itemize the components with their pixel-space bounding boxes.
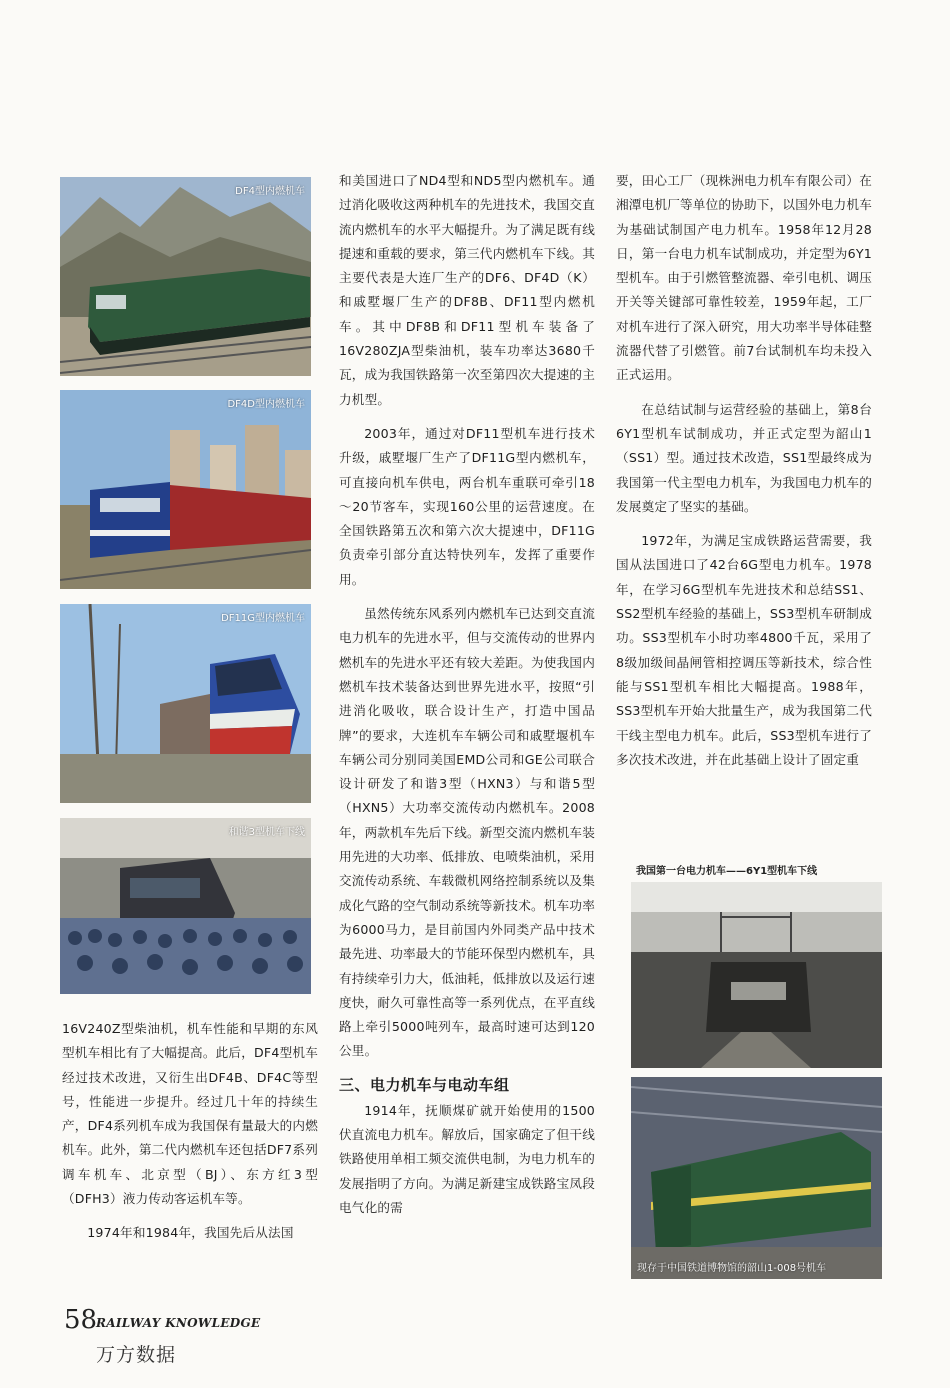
photo-df4-locomotive — [60, 177, 311, 376]
paragraph: 16V240Z型柴油机，机车性能和早期的东风型机车相比有了大幅提高。此后，DF4型机车经过技术改进，又衍生出DF4B、DF4C等型号，性能进一步提升。经过几十年的持续生产，DF4系列机车成为我国保有量最大的内燃机车。此外，第二代内燃机车还包括DF7系列调车机车、北京型（BJ）、东方红3型（DFH3）液力传动客运机车等。 — [62, 1021, 318, 1207]
6y1-rollout-scene — [631, 882, 882, 1068]
paragraph: 和美国进口了ND4型和ND5型内燃机车。通过消化吸收这两种机车的先进技术，我国交直流内燃机车的水平大幅提升。为了满足既有线提速和重载的要求，第三代内燃机车下线。其主要代表是大连厂生产的DF6、DF4D（K）和戚墅堰厂生产的DF8B、DF11型内燃机车。其中DF8B和DF11型机车装备了16V280ZJA型柴油机，装车功率达3680千瓦，成为我国铁路第一次至第四次大提速的主力机型。 — [339, 173, 595, 407]
photo-caption: DF11G型内燃机车 — [221, 613, 305, 624]
paragraph: 1974年和1984年，我国先后从法国 — [87, 1225, 294, 1241]
photo-df11g-locomotive — [60, 604, 311, 803]
photo-caption-6y1: 我国第一台电力机车——6Y1型机车下线 — [636, 866, 818, 877]
page-number: 58 — [64, 1305, 98, 1335]
df11g-scene — [60, 604, 311, 803]
photo-caption: DF4D型内燃机车 — [227, 399, 305, 410]
paragraph: 虽然传统东风系列内燃机车已达到交直流电力机车的先进水平，但与交流传动的世界内燃机车的先进水平还有较大差距。为使我国内燃机车技术装备达到世界先进水平，按照“引进消化吸收，联合设计生产，打造中国品牌”的要求，大连机车车辆公司和戚墅堰机车车辆公司分别同美国EMD公司和GE公司联合设计研发了和谐3型（HXN3）与和谐5型（HXN5）大功率交流传动内燃机车。2008年，两款机车先后下线。新型交流内燃机车装用先进的大功率、低排放、电喷柴油机，采用交流传动系统、车载微机网络控制系统以及集成化气路的空气制动系统等新技术。机车功率为6000马力，是目前国内外同类产品中技术最先进、功率最大的节能环保型内燃机车，具有持续牵引力大，低油耗，低排放以及运行速度快，耐久可靠性高等一系列优点，在平直线路上牵引5000吨列车，最高时速可达到120公里。 — [339, 606, 595, 1059]
magazine-name: RAILWAY KNOWLEDGE — [96, 1316, 261, 1330]
photo-caption: 和谐3型机车下线 — [228, 827, 305, 838]
text-column-1 — [62, 1017, 318, 1246]
section-heading: 三、电力机车与电动车组 — [339, 1075, 510, 1094]
photo-caption: 现存于中国铁道博物馆的韶山1-008号机车 — [637, 1263, 827, 1274]
paragraph: 2003年，通过对DF11型机车进行技术升级，戚墅堰厂生产了DF11G型内燃机车，可直接向机车供电，两台机车重联可牵引18～20节客车，实现160公里的运营速度。在全国铁路第五次和第六次大提速中，DF11G负责牵引部分直达特快列车，发挥了重要作用。 — [339, 425, 595, 587]
photo-caption: DF4型内燃机车 — [235, 186, 305, 197]
text-column-3 — [616, 169, 872, 772]
photo-hx3-rollout — [60, 818, 311, 994]
df4d-scene — [60, 390, 311, 589]
watermark: 万方数据 — [96, 1344, 177, 1366]
paragraph: 1914年，抚顺煤矿就开始使用的1500伏直流电力机车。解放后，国家确定了但干线铁路使用单相工频交流供电制，为电力机车的发展指明了方向。为满足新建宝成铁路宝凤段电气化的需 — [339, 1102, 595, 1215]
text-column-2 — [339, 169, 595, 1220]
df4-scene — [60, 177, 311, 376]
photo-6y1-rollout — [631, 882, 882, 1068]
hx3-rollout-scene — [60, 818, 311, 994]
photo-df4d-locomotive — [60, 390, 311, 589]
photo-ss1-008-museum — [631, 1077, 882, 1279]
ss1-museum-scene — [631, 1077, 882, 1279]
paragraph: 在总结试制与运营经验的基础上，第8台6Y1型机车试制成功，并正式定型为韶山1（SS1）型。通过技术改造，SS1型最终成为我国第一代主型电力机车，为我国电力机车的发展奠定了坚实的基础。 — [616, 401, 872, 514]
paragraph: 1972年，为满足宝成铁路运营需要，我国从法国进口了42台6G型电力机车。1978年，在学习6G型机车先进技术和总结SS1、SS2型机车经验的基础上，SS3型机车研制成功。SS3型机车小时功率4800千瓦，采用了8级加级间晶闸管相控调压等新技术，综合性能与SS1型机车相比大幅提高。1988年，SS3型机车开始大批量生产，成为我国第二代干线主型电力机车。此后，SS3型机车进行了多次技术改进，并在此基础上设计了固定重 — [616, 533, 872, 767]
paragraph: 要，田心工厂（现株洲电力机车有限公司）在湘潭电机厂等单位的协助下，以国外电力机车为基础试制国产电力机车。1958年12月28日，第一台电力机车试制成功，并定型为6Y1型机车。由于引燃管整流器、牵引电机、调压开关等关键部可靠性较差，1959年起，工厂对机车进行了深入研究，用大功率半导体硅整流器代替了引燃管。前7台试制机车均未投入正式运用。 — [616, 173, 872, 383]
